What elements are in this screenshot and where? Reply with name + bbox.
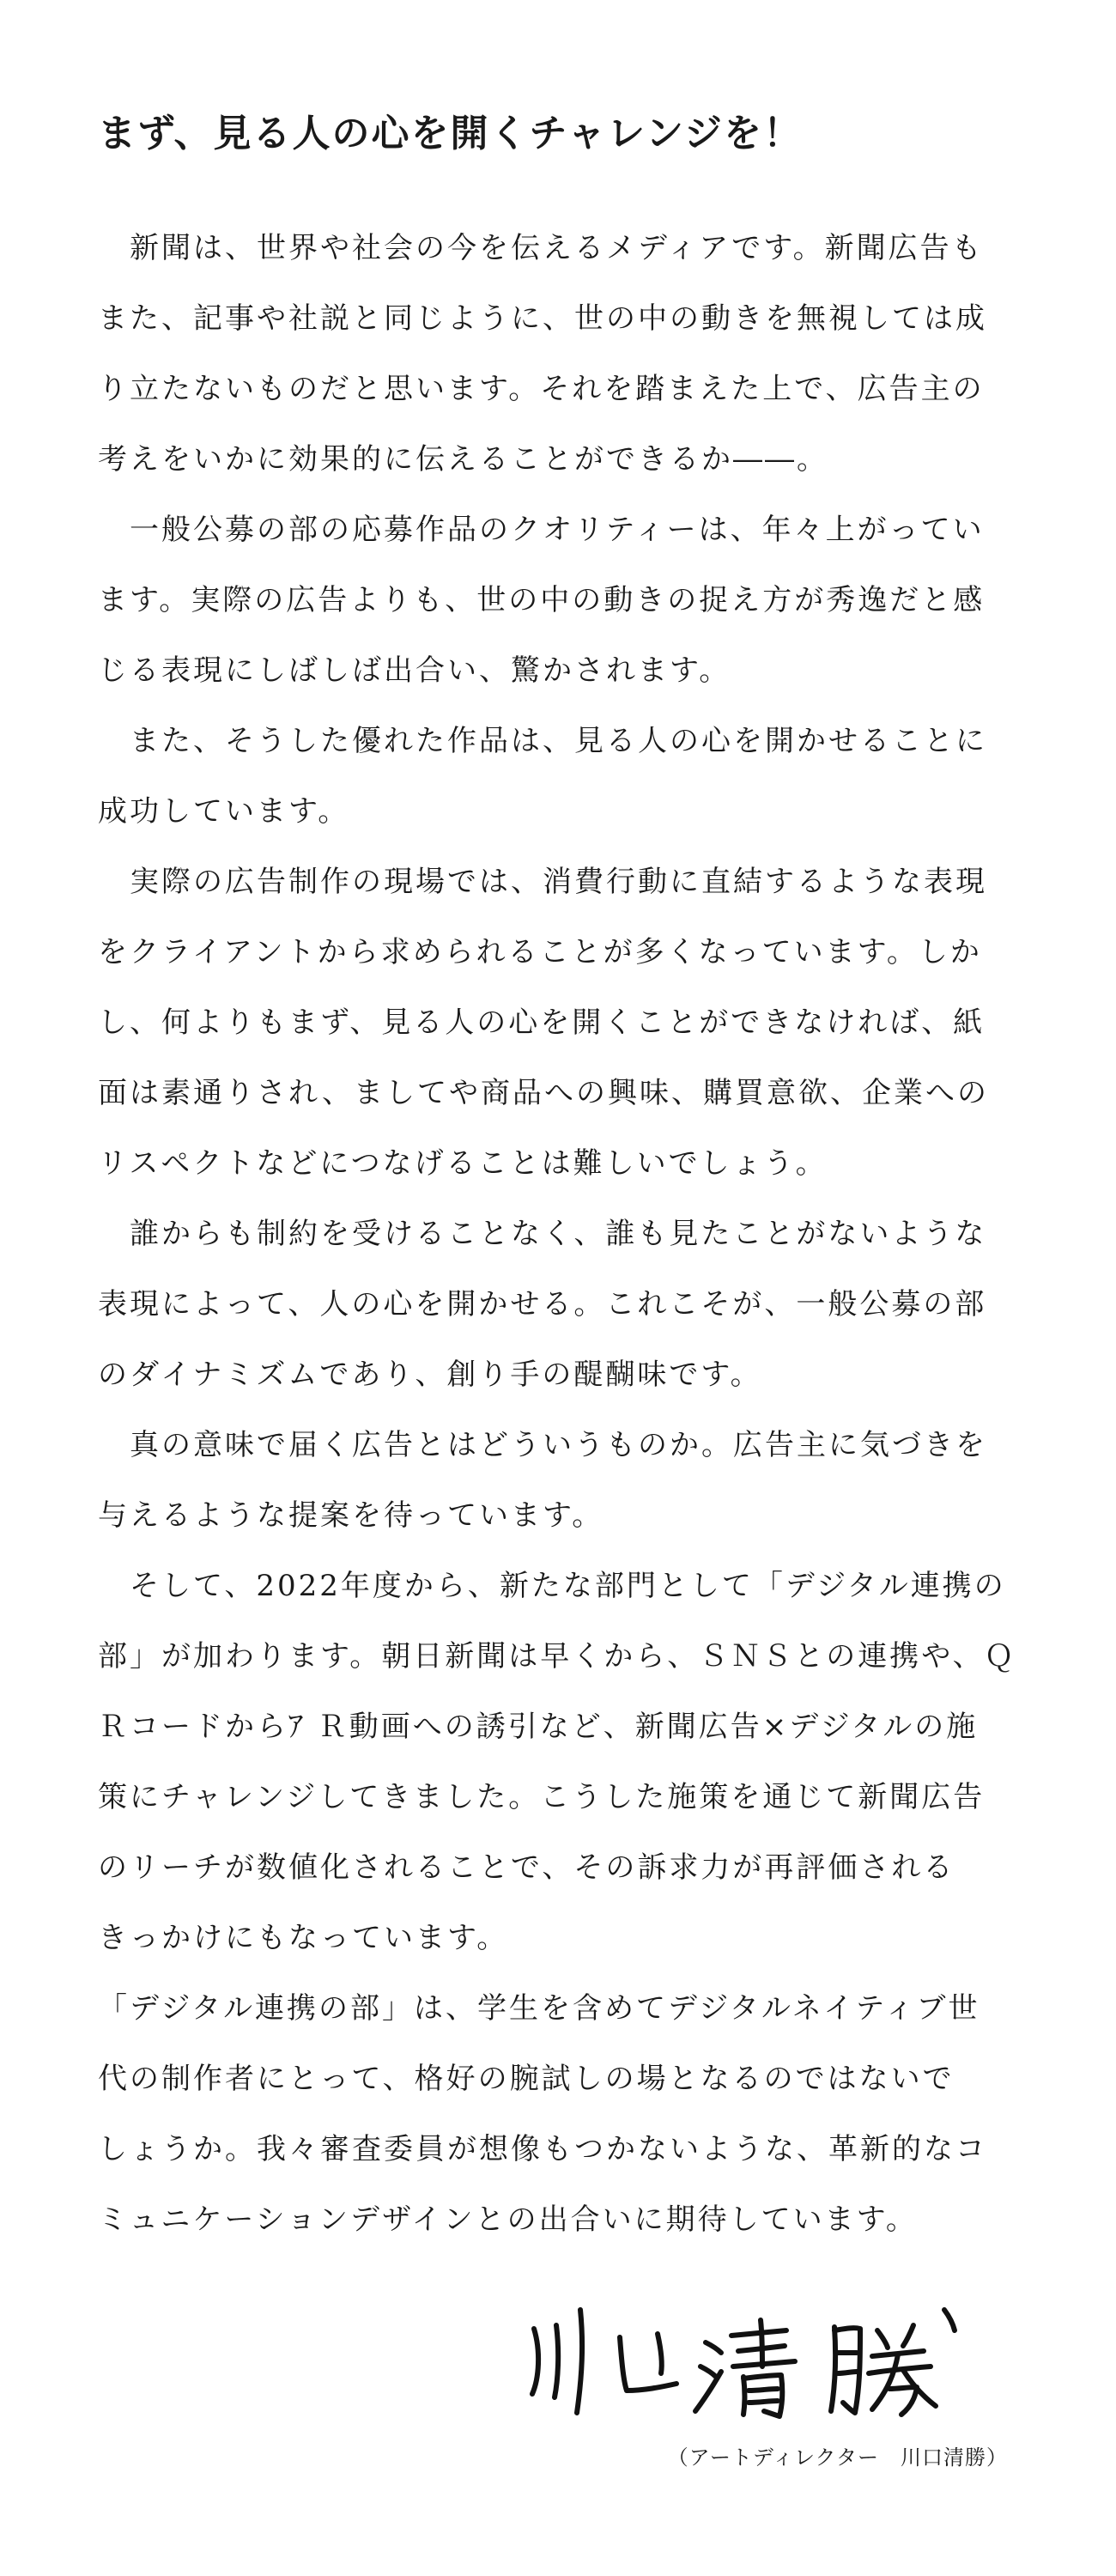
paragraph-line: ます。実際の広告よりも、世の中の動きの捉え方が秀逸だと感	[98, 583, 986, 617]
paragraph-line: 実際の広告制作の現場では、消費行動に直結するような表現	[98, 865, 987, 899]
essay-body	[98, 213, 1016, 2255]
paragraph-line: のダイナミズムであり、創り手の醍醐味です。	[98, 1358, 762, 1392]
paragraph-line: のリーチが数値化されることで、その訴求力が再評価される	[98, 1850, 955, 1885]
paragraph-line: 一般公募の部の応募作品のクオリティーは、年々上がってい	[98, 513, 985, 547]
paragraph-line: そして、2022年度から、新たな部門として「デジタル連携の	[98, 1569, 1006, 1603]
paragraph-line: 面は素通りされ、ましてや商品への興味、購買意欲、企業への	[98, 1076, 990, 1110]
paragraph	[98, 1973, 1008, 2255]
paragraph	[98, 213, 1008, 495]
page-title: まず、見る人の心を開くチャレンジを！	[98, 112, 803, 155]
paragraph	[98, 495, 1008, 706]
paragraph-line: 代の制作者にとって、格好の腕試しの場となるのではないで	[98, 2062, 955, 2096]
paragraph	[98, 1199, 1008, 1410]
paragraph-line: 考えをいかに効果的に伝えることができるか――。	[98, 442, 828, 477]
paragraph-line: し、何よりもまず、見る人の心を開くことができなければ、紙	[98, 1005, 986, 1040]
paragraph-line: 与えるような提案を待っています。	[98, 1498, 604, 1533]
paragraph-line: また、そうした優れた作品は、見る人の心を開かせることに	[98, 724, 987, 758]
paragraph-line: 真の意味で届く広告とはどういうものか。広告主に気づきを	[98, 1428, 987, 1462]
signature-image	[506, 2284, 1022, 2430]
paragraph	[98, 706, 1008, 847]
paragraph-line: じる表現にしばしば出合い、驚かされます。	[98, 653, 731, 688]
paragraph	[98, 1551, 1016, 1973]
paragraph-line: 成功しています。	[98, 794, 350, 829]
paragraph-line: 「デジタル連携の部」は、学生を含めてデジタルネイティブ世	[98, 1991, 980, 2026]
paragraph-line: 新聞は、世界や社会の今を伝えるメディアです。新聞広告も	[98, 231, 984, 265]
paragraph-line: をクライアントから求められることが多くなっています。しか	[98, 935, 982, 969]
author-credit: （アートディレクター 川口清勝）	[667, 2445, 1008, 2470]
paragraph-line: 誰からも制約を受けることなく、誰も見たことがないような	[98, 1217, 987, 1251]
handwritten-signature	[506, 2284, 1022, 2430]
paragraph-line: り立たないものだと思います。それを踏まえた上で、広告主の	[98, 372, 985, 406]
paragraph-line: 表現によって、人の心を開かせる。これこそが、一般公募の部	[98, 1287, 987, 1321]
paragraph-line: 部」が加わります。朝日新聞は早くから、ＳＮＳとの連携や、Ｑ	[98, 1639, 1016, 1674]
paragraph-line: 策にチャレンジしてきました。こうした施策を通じて新聞広告	[98, 1780, 986, 1814]
paragraph-line: しょうか。我々審査委員が想像もつかないような、革新的なコ	[98, 2132, 987, 2166]
paragraph	[98, 1410, 1008, 1551]
paragraph-line: ミュニケーションデザインとの出合いに期待しています。	[98, 2202, 918, 2237]
paragraph-line: また、記事や社説と同じように、世の中の動きを無視しては成	[98, 301, 987, 336]
paragraph-line: きっかけにもなっています。	[98, 1921, 509, 1955]
paragraph-line: リスペクトなどにつなげることは難しいでしょう。	[98, 1146, 828, 1181]
paragraph	[98, 847, 1008, 1199]
paragraph-line: Ｒコードからｱ Ｒ動画への誘引など、新聞広告×デジタルの施	[98, 1710, 979, 1744]
